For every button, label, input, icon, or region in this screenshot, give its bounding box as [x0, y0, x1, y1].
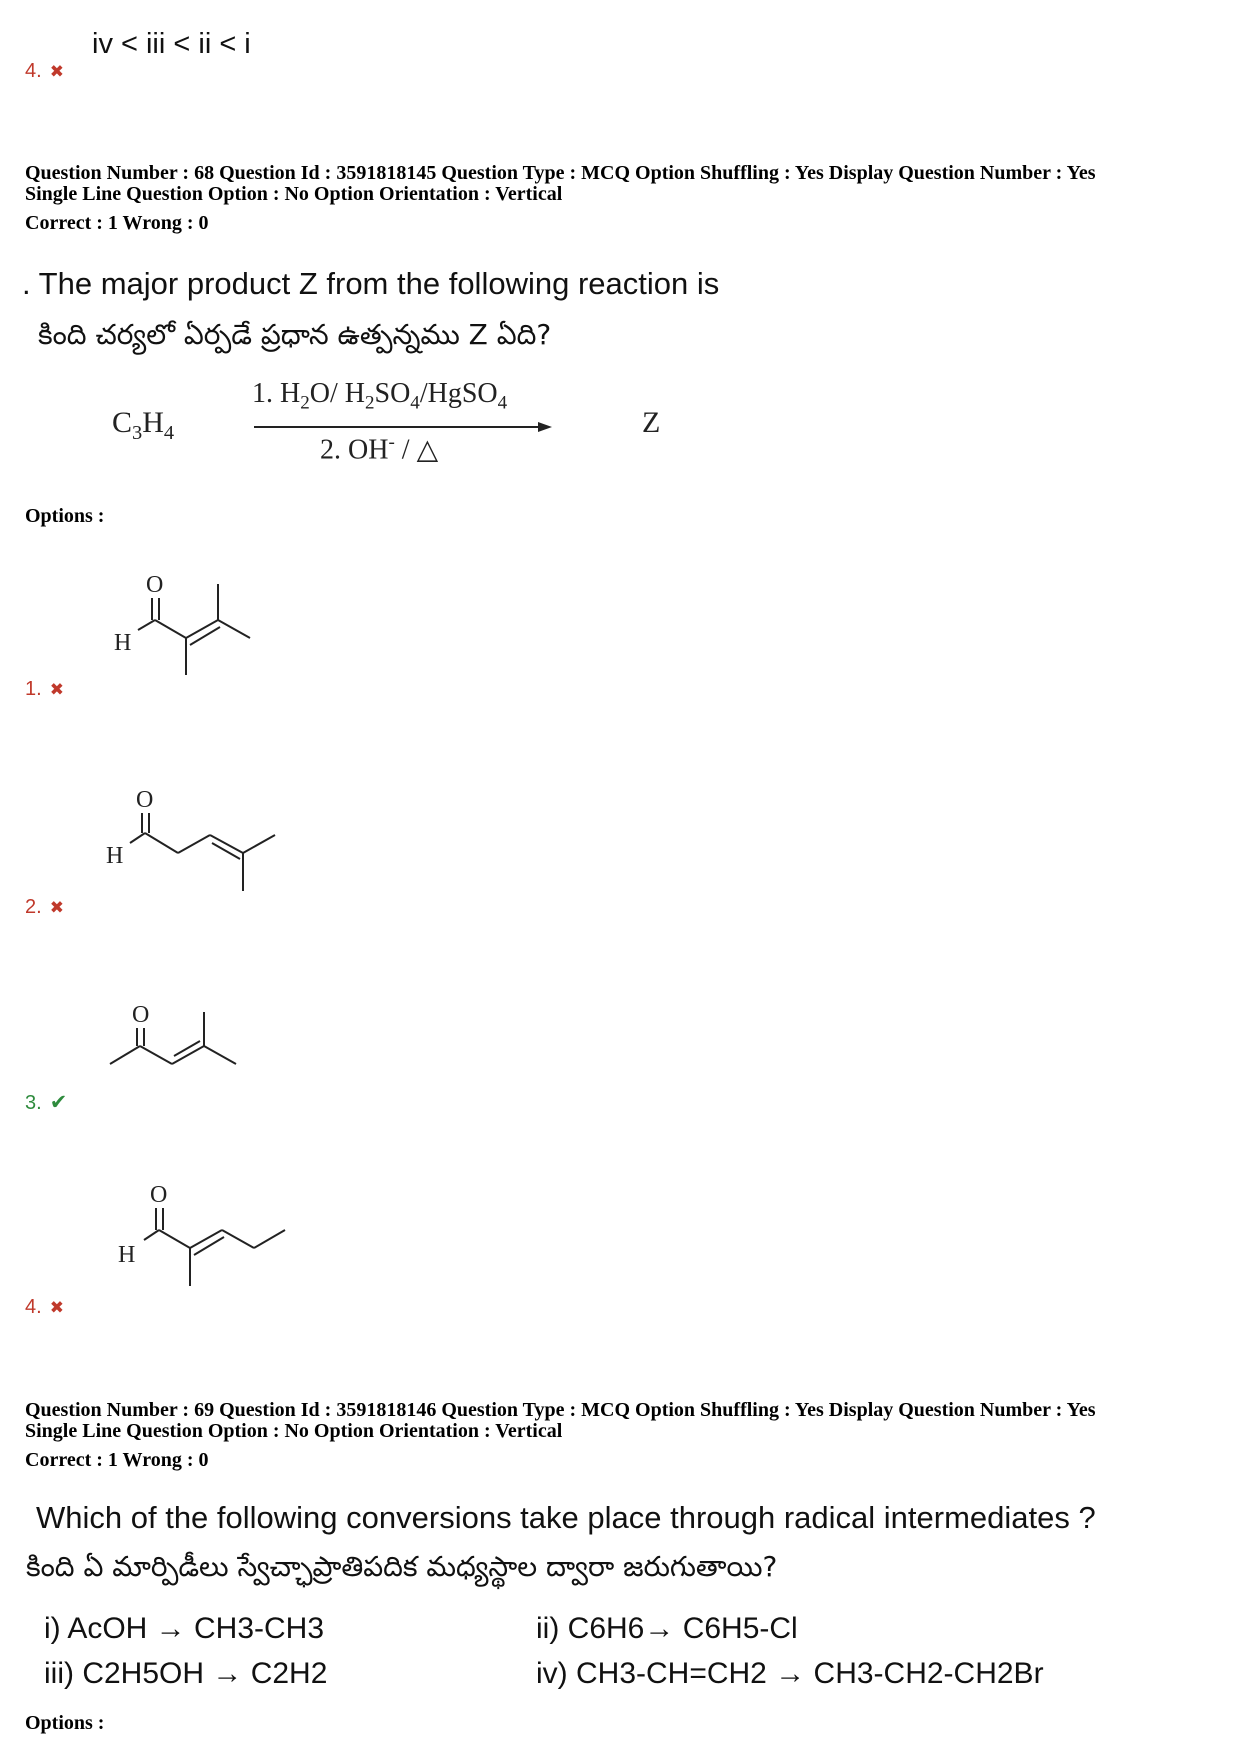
cross-mark-icon: ✖: [49, 680, 64, 699]
svg-text:O: O: [132, 1002, 150, 1028]
option4-structure: [100, 1180, 290, 1295]
q69-options-label: Options :: [25, 1712, 105, 1734]
q68-marks: Correct : 1 Wrong : 0: [25, 212, 209, 234]
option2-structure: [100, 785, 280, 895]
q69-meta-line1: Question Number : 69 Question Id : 3591818146 Question Type : MCQ Option Shuffling : Yes Display Question Number : Yes: [25, 1399, 1096, 1421]
svg-text:O: O: [146, 572, 164, 598]
reaction-step1: 1. $H_2O/$ $H_2SO_4/HgSO_4$: [252, 378, 508, 414]
svg-text:O: O: [150, 1182, 168, 1208]
q68-options-label: Options :: [25, 505, 105, 527]
prev-option-text: iv < iii < ii < i: [92, 28, 251, 60]
q69-marks: Correct : 1 Wrong : 0: [25, 1449, 209, 1471]
reaction-product: Z: [642, 406, 661, 439]
cross-mark-icon: ✖: [49, 1298, 64, 1317]
svg-text:H: H: [118, 1242, 136, 1268]
q69-question-en: Which of the following conversions take place through radical intermediates ?: [36, 1500, 1096, 1535]
option1-number: 1. ✖: [25, 678, 64, 700]
option4-number: 4. ✖: [25, 1296, 64, 1318]
q68-meta-line1: Question Number : 68 Question Id : 3591818145 Question Type : MCQ Option Shuffling : Yes Display Question Number : Yes: [25, 162, 1096, 184]
cross-mark-icon: ✖: [49, 898, 64, 917]
check-mark-icon: ✔: [49, 1091, 68, 1114]
reaction-reactant: $C_3H_4$: [112, 406, 175, 444]
conversion-ii: ii) C6H6→ C6H5-Cl: [536, 1612, 798, 1645]
svg-text:H: H: [106, 843, 124, 869]
reaction-step2: 2. OH- / △: [320, 432, 439, 466]
option3-structure: [100, 1000, 250, 1080]
cross-mark-icon: ✖: [49, 62, 64, 81]
q68-question-te: కింది చర్యలో ఏర్పడే ప్రధాన ఉత్పన్నము Z ఏది?: [38, 318, 552, 351]
conversion-i: i) AcOH → CH3-CH3: [44, 1612, 325, 1645]
conversion-iv: iv) CH3-CH=CH2 → CH3-CH2-CH2Br: [536, 1657, 1044, 1690]
svg-text:O: O: [136, 787, 154, 813]
q69-question-te: కింది ఏ మార్పిడీలు స్వేచ్ఛాప్రాతిపదిక మధ్యస్థాల ద్వారా జరుగుతాయి?: [26, 1550, 778, 1583]
conversion-iii: iii) C2H5OH → C2H2: [44, 1657, 328, 1690]
q68-question-en: . The major product Z from the following reaction is: [22, 266, 720, 301]
svg-text:H: H: [114, 630, 132, 656]
option3-number: 3. ✔: [25, 1091, 68, 1114]
q68-meta-line2: Single Line Question Option : No Option Orientation : Vertical: [25, 183, 563, 205]
option1-structure: [100, 570, 260, 685]
option2-number: 2. ✖: [25, 896, 64, 918]
q69-meta-line2: Single Line Question Option : No Option Orientation : Vertical: [25, 1420, 563, 1442]
prev-option-number: 4. ✖: [25, 60, 64, 82]
